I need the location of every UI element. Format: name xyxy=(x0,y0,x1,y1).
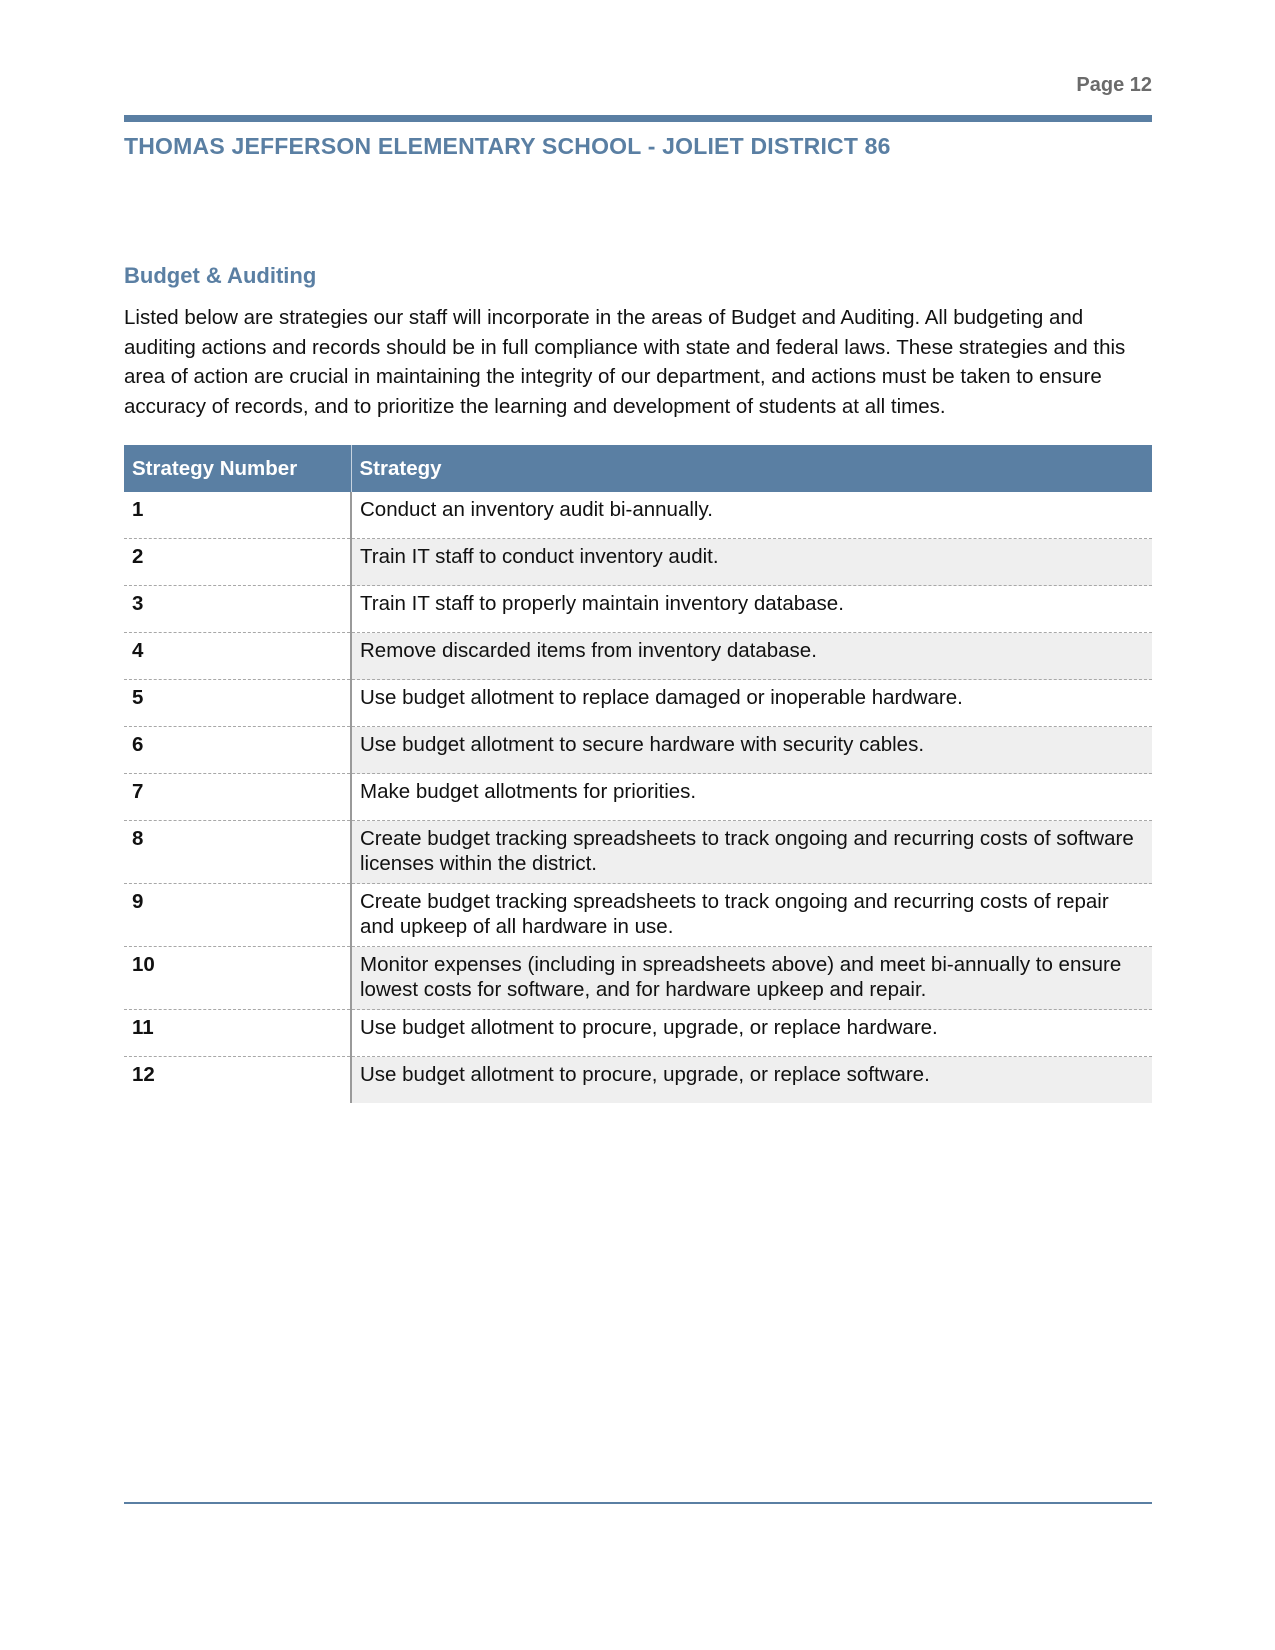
table-row xyxy=(124,727,1152,774)
table-row xyxy=(124,633,1152,680)
header-rule xyxy=(124,115,1152,122)
table-row xyxy=(124,774,1152,821)
strategy-number: 10 xyxy=(124,947,351,1010)
document-header: THOMAS JEFFERSON ELEMENTARY SCHOOL - JOLIET DISTRICT 86 xyxy=(124,133,891,159)
section-intro: Listed below are strategies our staff will incorporate in the areas of Budget and Auditing. All budgeting and auditing actions and records should be in full compliance with state and federal laws. These strategies and this area of action are crucial in maintaining the integrity of our department, and actions must be taken to ensure accuracy of records, and to prioritize the learning and development of students at all times. xyxy=(124,306,1126,418)
strategy-number: 9 xyxy=(124,884,351,947)
strategy-table xyxy=(124,445,1152,1103)
strategy-number: 2 xyxy=(124,539,351,586)
strategy-number: 3 xyxy=(124,586,351,633)
strategy-text: Use budget allotment to procure, upgrade, or replace software. xyxy=(351,1057,1152,1104)
strategy-number: 11 xyxy=(124,1010,351,1057)
strategy-number: 12 xyxy=(124,1057,351,1104)
strategy-text: Make budget allotments for priorities. xyxy=(351,774,1152,821)
section-title: Budget & Auditing xyxy=(124,263,317,288)
table-row xyxy=(124,821,1152,884)
strategy-text: Train IT staff to properly maintain inventory database. xyxy=(351,586,1152,633)
strategy-text: Train IT staff to conduct inventory audit. xyxy=(351,539,1152,586)
strategy-text: Use budget allotment to replace damaged or inoperable hardware. xyxy=(351,680,1152,727)
strategy-text: Conduct an inventory audit bi-annually. xyxy=(351,492,1152,539)
table-row xyxy=(124,680,1152,727)
strategy-text: Use budget allotment to secure hardware with security cables. xyxy=(351,727,1152,774)
strategy-number: 1 xyxy=(124,492,351,539)
strategy-number: 7 xyxy=(124,774,351,821)
table-row xyxy=(124,884,1152,947)
table-row xyxy=(124,947,1152,1010)
strategy-number: 6 xyxy=(124,727,351,774)
page-number: Page 12 xyxy=(1076,74,1152,96)
strategy-text: Remove discarded items from inventory database. xyxy=(351,633,1152,680)
strategy-text: Create budget tracking spreadsheets to track ongoing and recurring costs of repair and upkeep of all hardware in use. xyxy=(351,884,1152,947)
table-header-row xyxy=(124,445,1152,492)
strategy-number: 8 xyxy=(124,821,351,884)
footer-rule xyxy=(124,1502,1152,1504)
strategy-text: Create budget tracking spreadsheets to track ongoing and recurring costs of software licenses within the district. xyxy=(351,821,1152,884)
strategy-number: 5 xyxy=(124,680,351,727)
column-header-strategy-number: Strategy Number xyxy=(124,445,351,492)
table-row xyxy=(124,1010,1152,1057)
strategy-number: 4 xyxy=(124,633,351,680)
strategy-text: Use budget allotment to procure, upgrade, or replace hardware. xyxy=(351,1010,1152,1057)
column-header-strategy: Strategy xyxy=(351,445,1152,492)
table-row xyxy=(124,539,1152,586)
table-row xyxy=(124,1057,1152,1104)
strategy-text: Monitor expenses (including in spreadsheets above) and meet bi-annually to ensure lowest costs for software, and for hardware upkeep and repair. xyxy=(351,947,1152,1010)
table-row xyxy=(124,492,1152,539)
table-row xyxy=(124,586,1152,633)
